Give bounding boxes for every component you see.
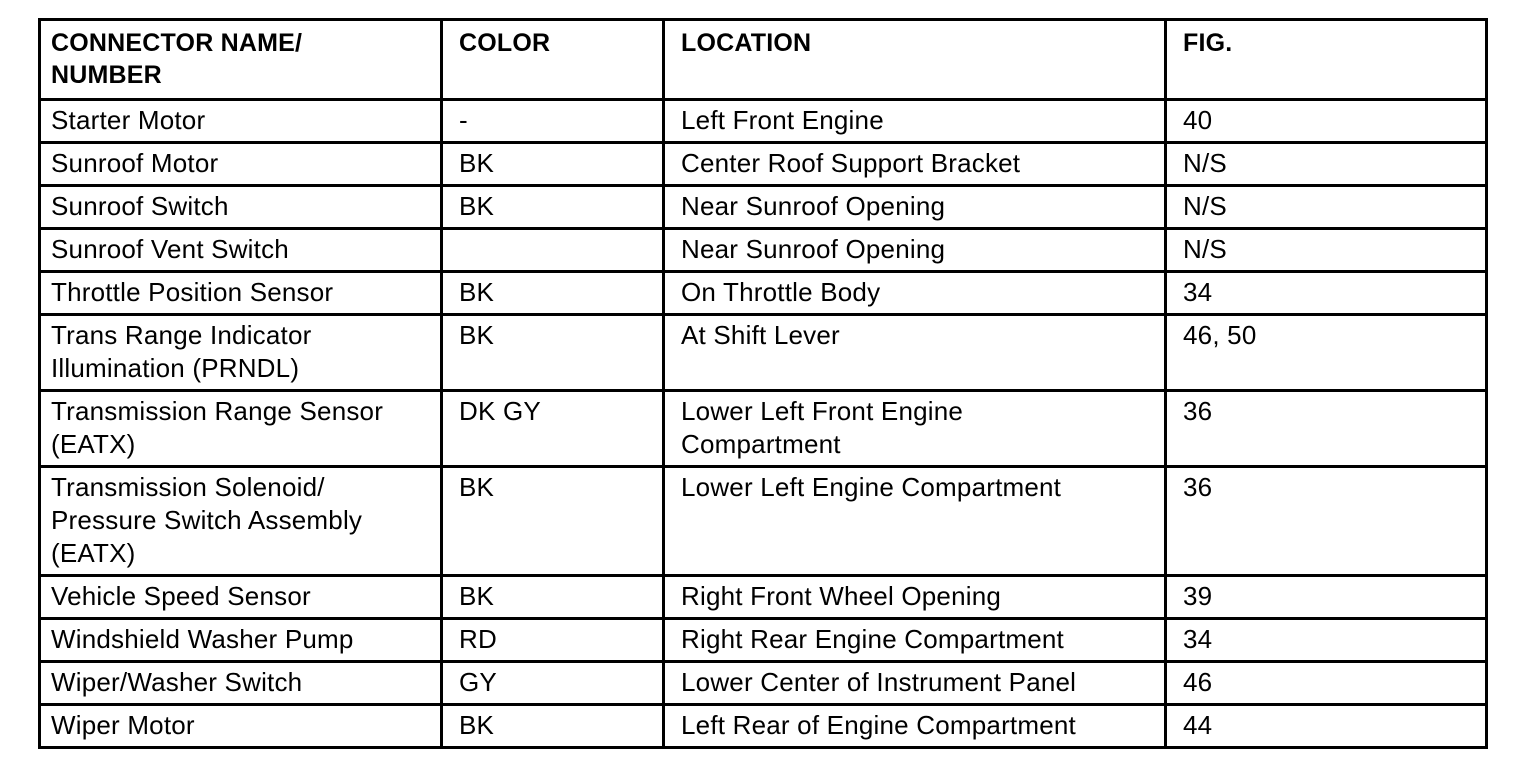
table-row <box>40 576 1487 619</box>
fig-cell: N/S <box>1166 143 1487 186</box>
table-body <box>40 100 1487 748</box>
table-row <box>40 315 1487 391</box>
connector-name-cell: Wiper Motor <box>40 705 442 748</box>
table-row <box>40 705 1487 748</box>
table-row <box>40 467 1487 576</box>
color-cell: GY <box>442 662 664 705</box>
fig-cell: 44 <box>1166 705 1487 748</box>
connector-table <box>38 18 1488 749</box>
connector-name-cell: Sunroof Vent Switch <box>40 229 442 272</box>
connector-name-cell: Wiper/Washer Switch <box>40 662 442 705</box>
connector-name-cell: Sunroof Motor <box>40 143 442 186</box>
connector-name-cell: Vehicle Speed Sensor <box>40 576 442 619</box>
connector-name-cell: Throttle Position Sensor <box>40 272 442 315</box>
connector-name-cell: Sunroof Switch <box>40 186 442 229</box>
fig-cell: 36 <box>1166 391 1487 467</box>
location-cell: Right Rear Engine Compartment <box>664 619 1166 662</box>
column-header-location: LOCATION <box>664 20 1166 100</box>
location-cell: Left Front Engine <box>664 100 1166 143</box>
color-cell: BK <box>442 186 664 229</box>
fig-cell: 39 <box>1166 576 1487 619</box>
table-row <box>40 662 1487 705</box>
table-row <box>40 100 1487 143</box>
location-cell: Center Roof Support Bracket <box>664 143 1166 186</box>
table-row <box>40 229 1487 272</box>
location-cell: Lower Center of Instrument Panel <box>664 662 1166 705</box>
color-cell: BK <box>442 272 664 315</box>
fig-cell: 40 <box>1166 100 1487 143</box>
location-cell: Near Sunroof Opening <box>664 186 1166 229</box>
location-cell: At Shift Lever <box>664 315 1166 391</box>
connector-name-cell: Windshield Washer Pump <box>40 619 442 662</box>
color-cell: BK <box>442 705 664 748</box>
fig-cell: 46, 50 <box>1166 315 1487 391</box>
color-cell: RD <box>442 619 664 662</box>
location-cell: Lower Left Front Engine Compartment <box>664 391 1166 467</box>
color-cell: - <box>442 100 664 143</box>
color-cell: BK <box>442 315 664 391</box>
color-cell: BK <box>442 143 664 186</box>
fig-cell: 34 <box>1166 619 1487 662</box>
table-row <box>40 143 1487 186</box>
location-cell: Near Sunroof Opening <box>664 229 1166 272</box>
color-cell: BK <box>442 467 664 576</box>
location-cell: Left Rear of Engine Compartment <box>664 705 1166 748</box>
color-cell: BK <box>442 576 664 619</box>
column-header-connector-name: CONNECTOR NAME/ NUMBER <box>40 20 442 100</box>
color-cell: DK GY <box>442 391 664 467</box>
table-row <box>40 186 1487 229</box>
table-row <box>40 272 1487 315</box>
fig-cell: N/S <box>1166 186 1487 229</box>
fig-cell: 46 <box>1166 662 1487 705</box>
connector-name-cell: Trans Range Indicator Illumination (PRNDL) <box>40 315 442 391</box>
table-row <box>40 619 1487 662</box>
location-cell: On Throttle Body <box>664 272 1166 315</box>
column-header-color: COLOR <box>442 20 664 100</box>
location-cell: Right Front Wheel Opening <box>664 576 1166 619</box>
connector-name-cell: Transmission Range Sensor (EATX) <box>40 391 442 467</box>
fig-cell: 36 <box>1166 467 1487 576</box>
location-cell: Lower Left Engine Compartment <box>664 467 1166 576</box>
table-row <box>40 391 1487 467</box>
header-row <box>40 20 1487 100</box>
column-header-fig: FIG. <box>1166 20 1487 100</box>
connector-name-cell: Starter Motor <box>40 100 442 143</box>
color-cell <box>442 229 664 272</box>
fig-cell: N/S <box>1166 229 1487 272</box>
connector-name-cell: Transmission Solenoid/ Pressure Switch Assembly (EATX) <box>40 467 442 576</box>
fig-cell: 34 <box>1166 272 1487 315</box>
